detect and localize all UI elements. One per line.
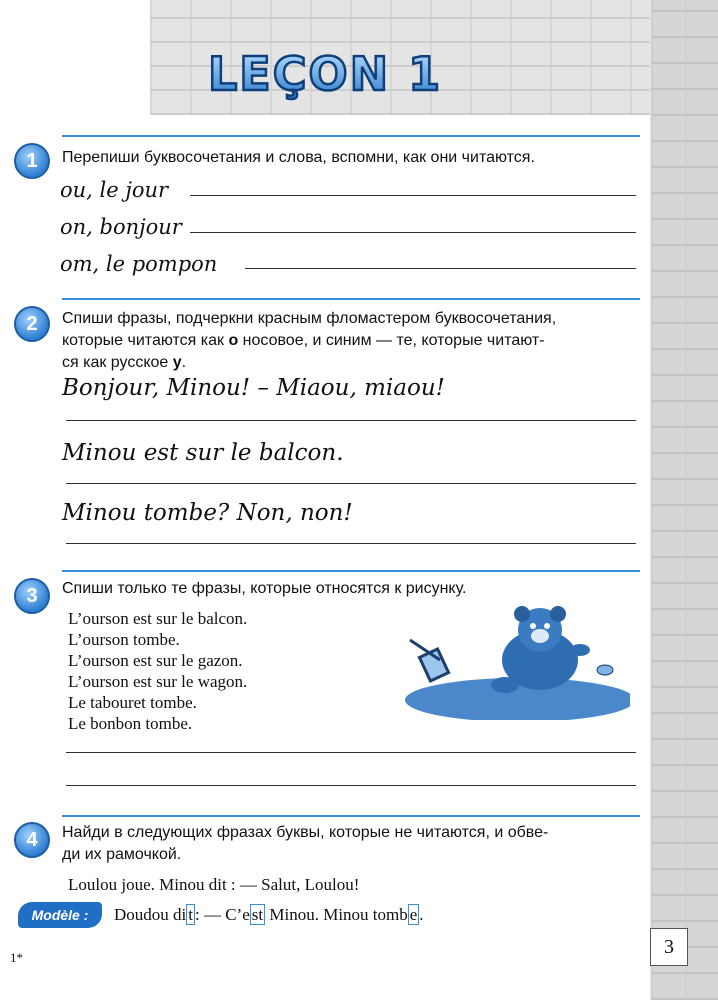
- ex3-sentence-6: Le bonbon tombe.: [68, 714, 193, 733]
- ex2-instruction-line-1: Спиши фразы, подчеркни красным фломастером буквосочетания,: [62, 310, 557, 327]
- ex2-instr-c1: ся как русское: [62, 354, 173, 371]
- ex3-sentence-4: L’ourson est sur le wagon.: [68, 672, 248, 691]
- ex4-number: 4: [14, 822, 50, 858]
- ex3-instruction: Спиши только те фразы, которые относятся к рисунку.: [62, 580, 467, 597]
- ex2-phrase-3: Minou tombe? Non, non!: [62, 500, 353, 526]
- ex2-phrase-2: Minou est sur le balcon.: [62, 440, 344, 466]
- ex2-instr-b-bold: о: [228, 332, 239, 349]
- ex2-rule: [62, 298, 640, 300]
- ex2-write-line-2: [66, 483, 636, 484]
- ex4-model-sentence: [114, 904, 424, 925]
- ex2-instruction-line-2: [62, 330, 642, 352]
- ex3-sentence-1: L’ourson est sur le balcon.: [68, 609, 248, 628]
- ex1-rule: [62, 135, 640, 137]
- ex4-instruction: [62, 822, 642, 866]
- ex3-write-line-2: [66, 785, 636, 786]
- ex2-write-line-3: [66, 543, 636, 544]
- ex1-write-line-2: [190, 232, 636, 233]
- lesson-title-text: LEÇON 1: [208, 47, 443, 101]
- footer-mark: 1*: [10, 950, 23, 965]
- ex2-write-line-1: [66, 420, 636, 421]
- stool-shape: [410, 640, 449, 681]
- ex2-number: 2: [14, 306, 50, 342]
- ex1-write-line-1: [190, 195, 636, 196]
- ex1-number: 1: [14, 143, 50, 179]
- ex3-rule: [62, 570, 640, 572]
- bear-illustration: [400, 600, 630, 720]
- ex2-instr-b1: которые читаются как: [62, 332, 229, 349]
- candy-shape: [597, 665, 613, 675]
- model-part-1: Doudou di: [114, 905, 187, 924]
- model-part-2: : — C’e: [194, 905, 250, 924]
- ex3-sentence-2: L’ourson tombe.: [68, 630, 180, 649]
- ex2-instruction: [62, 308, 642, 374]
- model-part-4: .: [419, 905, 424, 924]
- bear-shape: [491, 606, 590, 693]
- model-badge: Modèle :: [18, 902, 102, 928]
- ex2-instruction-line-3: [62, 352, 642, 374]
- ex4-instruction-line-2: ди их рамочкой.: [62, 846, 182, 863]
- ex3-sentence-3: L’ourson est sur le gazon.: [68, 651, 243, 670]
- page-number: 3: [650, 928, 688, 966]
- lesson-title-art: [200, 38, 450, 108]
- ex4-sentence: Loulou joue. Minou dit : — Salut, Loulou!: [68, 875, 360, 894]
- ex1-item-3: om, le pompon: [60, 252, 218, 276]
- ex3-sentence-list: [68, 608, 247, 734]
- ex2-phrase-1: Bonjour, Minou! – Miaou, miaou!: [62, 375, 445, 401]
- ex3-number: 3: [14, 578, 50, 614]
- model-boxed-2: st: [251, 905, 264, 924]
- lesson-title: [200, 38, 450, 108]
- ex4-rule: [62, 815, 640, 817]
- brick-background-side: [650, 0, 718, 1000]
- ex3-write-line-1: [66, 752, 636, 753]
- ex2-instr-c2: .: [181, 354, 187, 371]
- model-boxed-1: t: [188, 905, 193, 924]
- model-boxed-3: e: [409, 905, 418, 924]
- ex4-instruction-line-1: Найди в следующих фразах буквы, которые не читаются, и обве-: [62, 824, 549, 841]
- ex1-item-2: on, bonjour: [60, 215, 182, 239]
- ex2-instr-b2: носовое, и синим — те, которые читают-: [238, 332, 545, 349]
- model-part-3: Minou. Minou tomb: [265, 905, 408, 924]
- ex1-write-line-3: [245, 268, 636, 269]
- ex1-instruction: Перепиши буквосочетания и слова, вспомни, как они читаются.: [62, 149, 535, 166]
- ex2-instr-c-bold: у: [172, 354, 182, 371]
- ex1-item-1: ou, le jour: [60, 178, 169, 202]
- ex3-sentence-5: Le tabouret tombe.: [68, 693, 197, 712]
